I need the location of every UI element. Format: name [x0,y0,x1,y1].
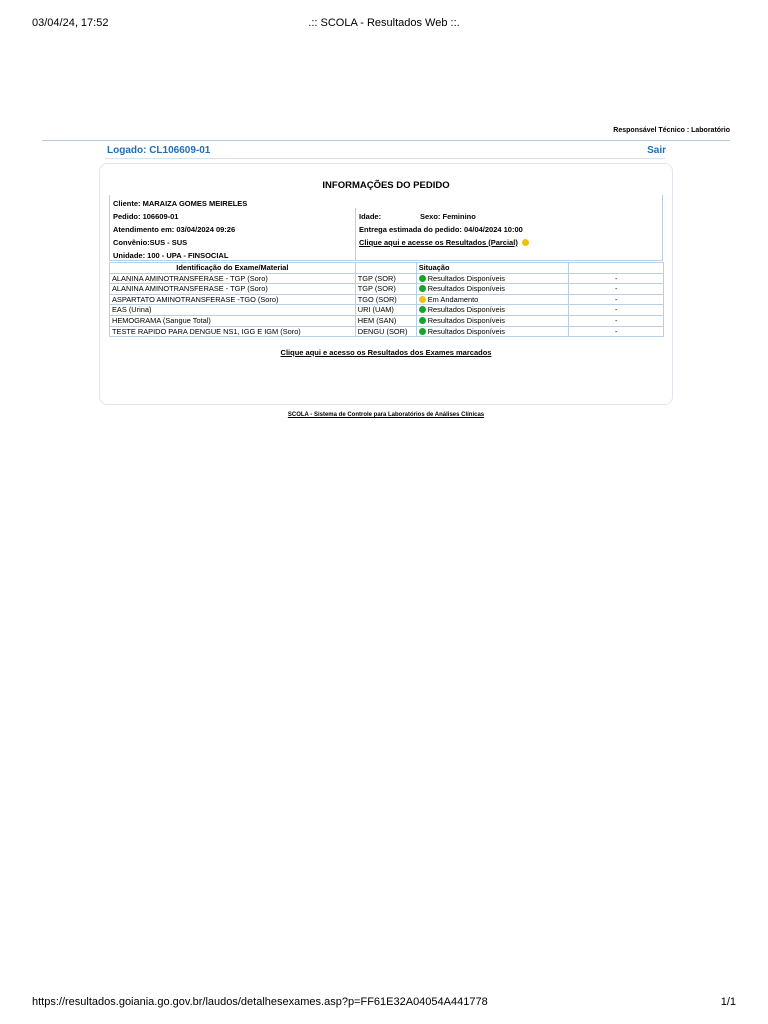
status-label: Resultados Disponíveis [427,284,505,294]
partial-results-link[interactable]: Clique aqui e acesse os Resultados (Parcial) [359,238,518,247]
marked-results-link[interactable]: Clique aqui e acesso os Resultados dos Exames marcados [280,348,492,357]
table-header-row [110,263,664,274]
status-dot-icon [419,317,426,324]
exam-code-cell: DENGU (SOR) [355,326,416,337]
exam-status-cell [416,294,569,305]
status-label: Resultados Disponíveis [427,315,505,325]
exam-name-cell: ALANINA AMINOTRANSFERASE - TGP (Soro) [110,273,356,284]
in-progress-status-icon [522,239,529,246]
header-exam-material: Identificação do Exame/Material [110,263,356,274]
status-dot-icon [419,275,426,282]
exam-extra-cell: - [569,326,664,337]
logged-user: Logado: CL106609-01 [107,145,211,156]
exam-code-cell: HEM (SAN) [355,315,416,326]
logout-link[interactable]: Sair [647,145,666,156]
exam-code-cell: TGO (SOR) [355,294,416,305]
status-dot-icon [419,285,426,292]
exam-code-cell: URI (UAM) [355,305,416,316]
exam-status-cell [416,315,569,326]
header-code [355,263,416,274]
attendance-date: Atendimento em: 03/04/2024 09:26 [113,225,236,234]
sex: Sexo: Feminino [420,212,476,221]
header-extra [569,263,664,274]
status-label: Em Andamento [427,294,479,304]
user-bar-divider [105,158,665,159]
exam-name-cell: HEMOGRAMA (Sangue Total) [110,315,356,326]
exam-extra-cell: - [569,284,664,295]
print-datetime: 03/04/24, 17:52 [32,17,109,29]
order-info-divider [355,208,356,261]
exam-status-cell [416,305,569,316]
exam-extra-cell: - [569,294,664,305]
table-row [110,284,664,295]
scola-footer-link[interactable]: SCOLA - Sistema de Controle para Laboratórios de Análises Clínicas [287,412,485,418]
exam-status-cell [416,284,569,295]
exam-extra-cell: - [569,273,664,284]
status-label: Resultados Disponíveis [427,305,505,315]
print-page-number: 1/1 [720,996,736,1008]
exam-status-cell [416,273,569,284]
header-status: Situação [416,263,569,274]
status-dot-icon [419,328,426,335]
client-name: Cliente: MARAIZA GOMES MEIRELES [113,199,248,208]
estimated-delivery: Entrega estimada do pedido: 04/04/2024 10:00 [359,225,523,234]
table-row [110,294,664,305]
status-dot-icon [419,296,426,303]
status-label: Resultados Disponíveis [427,326,505,336]
order-number: Pedido: 106609-01 [113,212,179,221]
agreement: Convênio:SUS - SUS [113,238,188,247]
print-url: https://resultados.goiania.go.gov.br/laudos/detalhesexames.asp?p=FF61E32A04054A441778 [32,996,488,1008]
status-label: Resultados Disponíveis [427,273,505,283]
exam-name-cell: EAS (Urina) [110,305,356,316]
status-dot-icon [419,306,426,313]
exam-code-cell: TGP (SOR) [355,284,416,295]
exam-extra-cell: - [569,305,664,316]
responsible-technician: Responsável Técnico : Laboratório [613,127,730,134]
exams-table [109,262,664,337]
table-row [110,326,664,337]
exam-name-cell: ALANINA AMINOTRANSFERASE - TGP (Soro) [110,284,356,295]
marked-results-link-wrap [100,348,672,357]
scola-footer-wrap [100,412,672,418]
exam-name-cell: ASPARTATO AMINOTRANSFERASE -TGO (Soro) [110,294,356,305]
exam-name-cell: TESTE RAPIDO PARA DENGUE NS1, IGG E IGM (Soro) [110,326,356,337]
partial-results-row [359,238,531,247]
exam-code-cell: TGP (SOR) [355,273,416,284]
print-page-title: .:: SCOLA - Resultados Web ::. [308,17,460,29]
age-label: Idade: [359,212,382,221]
exam-extra-cell: - [569,315,664,326]
table-row [110,273,664,284]
table-row [110,315,664,326]
table-row [110,305,664,316]
unit: Unidade: 100 - UPA - FINSOCIAL [113,251,229,260]
header-divider [42,140,730,141]
order-title: INFORMAÇÕES DO PEDIDO [322,180,450,191]
exam-status-cell [416,326,569,337]
